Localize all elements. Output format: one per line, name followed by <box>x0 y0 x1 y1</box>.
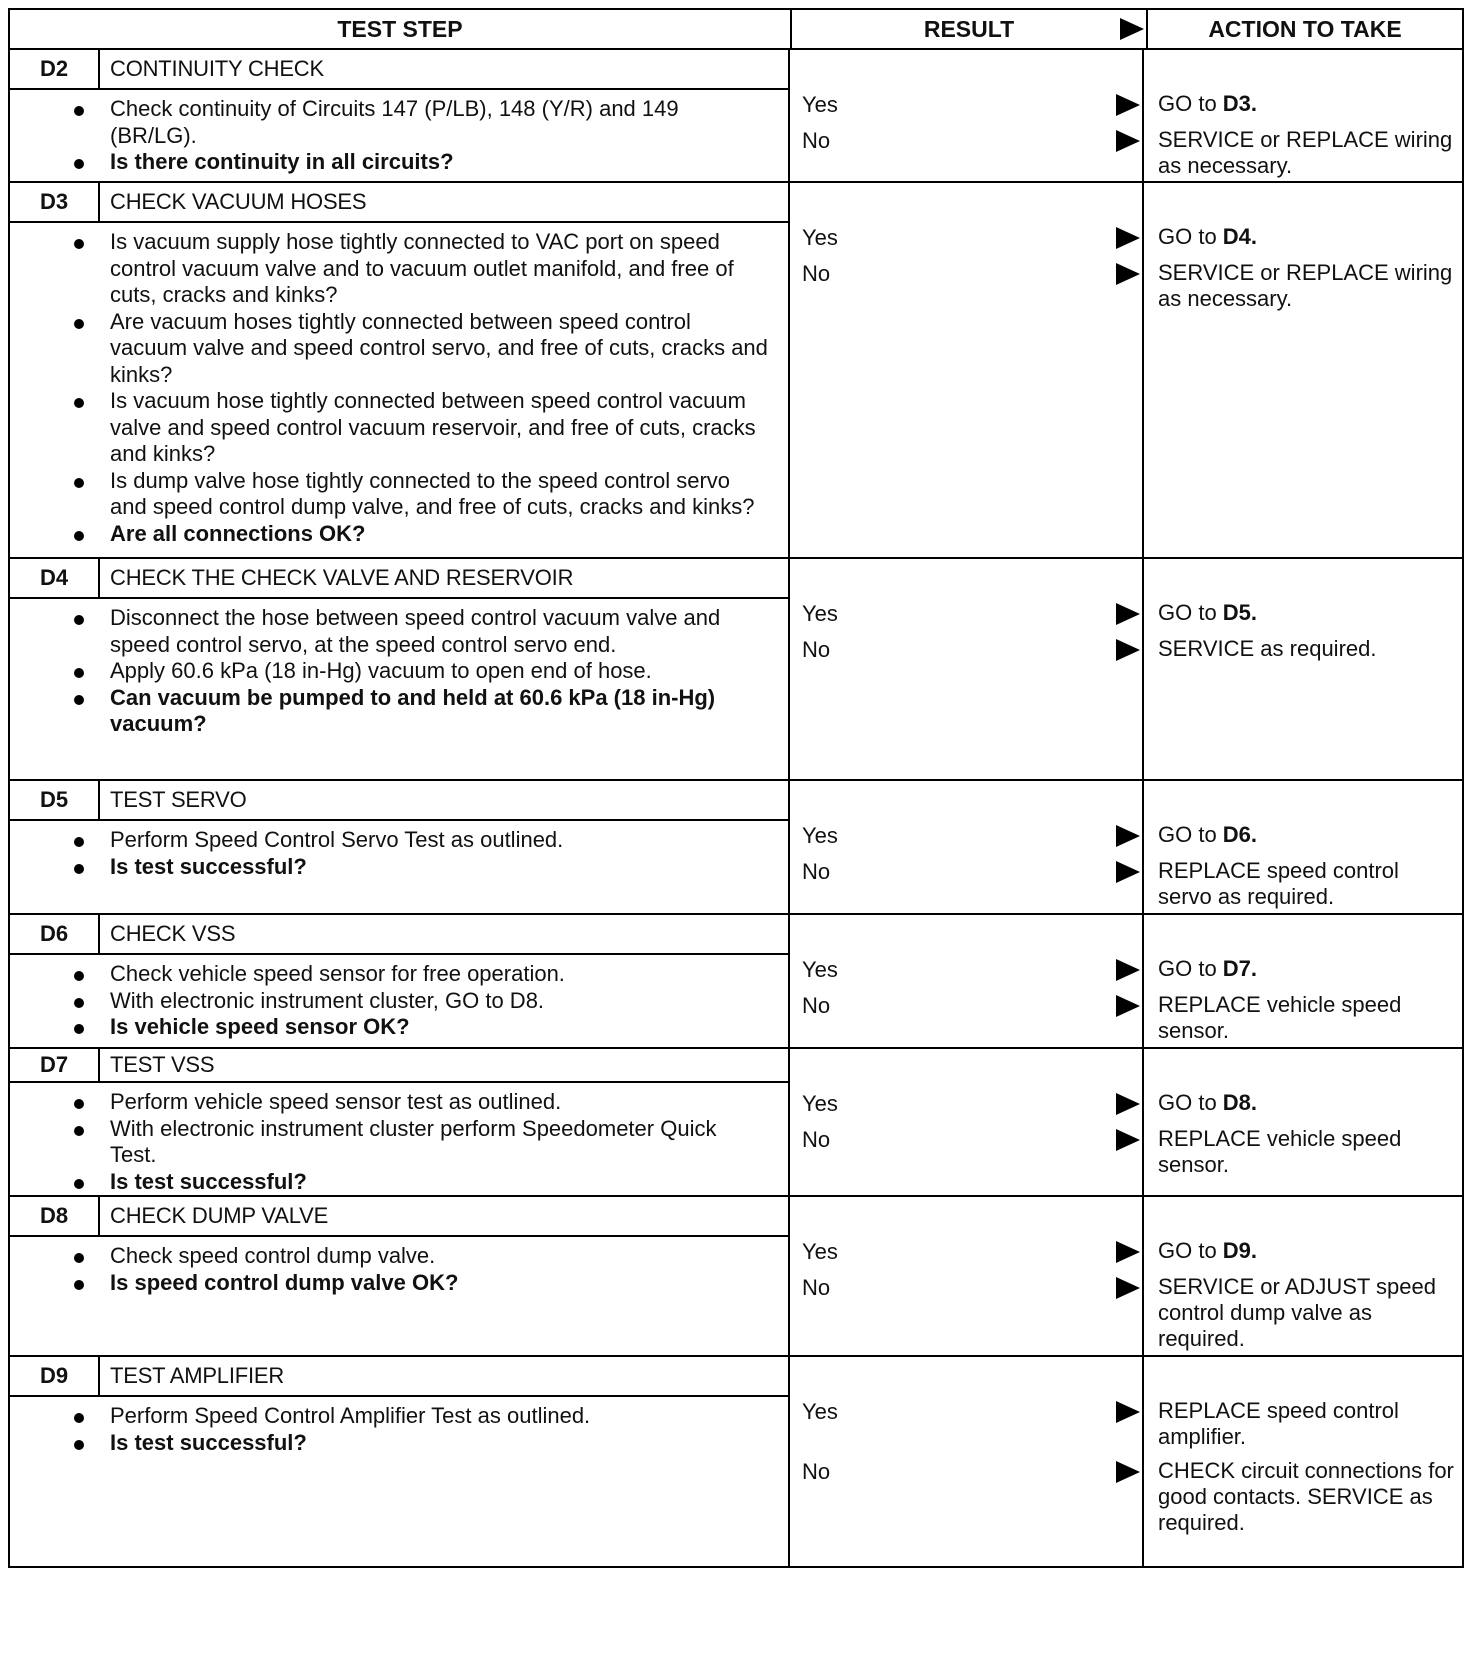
step-title-row <box>10 559 788 599</box>
test-step-cell <box>10 559 790 779</box>
step-title: TEST VSS <box>110 1052 215 1077</box>
result-no: No <box>802 261 831 286</box>
action-text: REPLACE vehicle speed sensor. <box>1158 1126 1402 1177</box>
action-text: GO to <box>1158 956 1223 981</box>
table-header <box>10 10 1462 50</box>
arrow-right-icon <box>1116 639 1140 661</box>
header-result <box>792 10 1148 48</box>
list-item <box>110 1116 768 1169</box>
result-no: No <box>802 1459 831 1484</box>
action-target-step: D4. <box>1222 224 1258 249</box>
step-title-row <box>10 50 788 90</box>
bullet-icon <box>74 998 84 1008</box>
step-title-row <box>10 915 788 955</box>
action-text: SERVICE or REPLACE wiring as necessary. <box>1158 127 1453 178</box>
list-item <box>110 1169 768 1196</box>
action-text: REPLACE speed control servo as required. <box>1158 858 1399 909</box>
step-id: D6 <box>10 915 100 953</box>
bullet-icon <box>74 478 84 488</box>
test-step-row <box>10 50 1462 183</box>
result-yes: Yes <box>802 823 838 848</box>
action-target-step: D9. <box>1222 1238 1258 1263</box>
test-step-cell <box>10 915 790 1047</box>
list-item <box>110 827 768 854</box>
arrow-right-icon <box>1116 1241 1140 1263</box>
no-action <box>1158 260 1454 312</box>
step-bullets <box>10 1237 788 1296</box>
result-cell <box>790 1357 1144 1566</box>
bullet-text: With electronic instrument cluster, GO to D8. <box>110 987 545 1013</box>
list-item <box>110 96 768 149</box>
list-item <box>110 468 768 521</box>
test-step-cell <box>10 781 790 913</box>
step-title: CONTINUITY CHECK <box>110 56 324 81</box>
arrow-right-icon <box>1116 130 1140 152</box>
test-step-row <box>10 1049 1462 1197</box>
test-step-row <box>10 559 1462 781</box>
diagnostic-table <box>8 8 1464 1568</box>
step-title: CHECK DUMP VALVE <box>110 1203 329 1228</box>
no-action <box>1158 1274 1454 1352</box>
list-item <box>110 1014 768 1041</box>
header-result-label: RESULT <box>923 15 1015 42</box>
result-cell <box>790 559 1144 779</box>
step-title: CHECK VSS <box>110 921 236 946</box>
action-target-step: D8. <box>1222 1090 1258 1115</box>
arrow-right-icon <box>1116 94 1140 116</box>
action-cell <box>1144 50 1462 181</box>
test-step-cell <box>10 1197 790 1355</box>
arrow-right-icon <box>1116 1093 1140 1115</box>
bullet-icon <box>74 1126 84 1136</box>
yes-action <box>1158 956 1454 982</box>
action-text: GO to <box>1158 600 1223 625</box>
step-id: D7 <box>10 1049 100 1081</box>
test-step-cell <box>10 50 790 181</box>
bullet-text: Perform vehicle speed sensor test as outlined. <box>110 1089 562 1114</box>
list-item <box>110 685 768 738</box>
bullet-text: Check vehicle speed sensor for free operation. <box>110 961 565 986</box>
header-test-step: TEST STEP <box>10 10 792 48</box>
action-text: GO to <box>1158 1090 1223 1115</box>
result-no: No <box>802 128 831 153</box>
step-title: CHECK THE CHECK VALVE AND RESERVOIR <box>110 565 574 590</box>
bullet-icon <box>74 319 84 329</box>
action-cell <box>1144 559 1462 779</box>
step-title-row <box>10 1197 788 1237</box>
action-cell <box>1144 781 1462 913</box>
bullet-text: Perform Speed Control Amplifier Test as outlined. <box>110 1403 591 1428</box>
bullet-text: Is test successful? <box>110 853 307 879</box>
list-item <box>110 1430 768 1457</box>
list-item <box>110 1270 768 1297</box>
list-item <box>110 1403 768 1430</box>
result-no: No <box>802 637 831 662</box>
bullet-text: Can vacuum be pumped to and held at 60.6 kPa (18 in-Hg) vacuum? <box>110 684 716 736</box>
bullet-icon <box>74 615 84 625</box>
list-item <box>110 1089 768 1116</box>
arrow-right-icon <box>1116 959 1140 981</box>
action-target-step: D3. <box>1222 91 1258 116</box>
action-text: REPLACE vehicle speed sensor. <box>1158 992 1402 1043</box>
result-yes: Yes <box>802 957 838 982</box>
result-yes: Yes <box>802 601 838 626</box>
bullet-text: Is there continuity in all circuits? <box>110 149 454 174</box>
result-yes: Yes <box>802 1399 838 1424</box>
yes-action <box>1158 822 1454 848</box>
result-cell <box>790 183 1144 557</box>
step-id: D9 <box>10 1357 100 1395</box>
result-yes: Yes <box>802 92 838 117</box>
step-id: D5 <box>10 781 100 819</box>
list-item <box>110 309 768 389</box>
arrow-right-icon <box>1116 861 1140 883</box>
test-step-cell <box>10 183 790 557</box>
bullet-icon <box>74 1024 84 1034</box>
step-title: CHECK VACUUM HOSES <box>110 189 367 214</box>
result-cell <box>790 1197 1144 1355</box>
bullet-icon <box>74 106 84 116</box>
bullet-text: Is speed control dump valve OK? <box>110 1269 459 1295</box>
no-action <box>1158 858 1454 910</box>
bullet-icon <box>74 837 84 847</box>
bullet-icon <box>74 1440 84 1450</box>
action-text: GO to <box>1158 224 1223 249</box>
list-item <box>110 605 768 658</box>
test-step-row <box>10 1197 1462 1357</box>
action-text: GO to <box>1158 1238 1223 1263</box>
bullet-icon <box>74 695 84 705</box>
step-id: D3 <box>10 183 100 221</box>
step-title-row <box>10 1049 788 1083</box>
step-title: TEST SERVO <box>110 787 247 812</box>
arrow-right-icon <box>1116 1401 1140 1423</box>
test-step-row <box>10 1357 1462 1566</box>
header-action: ACTION TO TAKE <box>1208 15 1402 42</box>
step-bullets <box>10 599 788 738</box>
bullet-text: Perform Speed Control Servo Test as outlined. <box>110 827 564 852</box>
list-item <box>110 521 768 548</box>
list-item <box>110 149 768 176</box>
bullet-icon <box>74 398 84 408</box>
result-cell <box>790 781 1144 913</box>
bullet-icon <box>74 159 84 169</box>
yes-action <box>1158 600 1454 626</box>
result-no: No <box>802 1275 831 1300</box>
steps-body <box>10 50 1462 1566</box>
list-item <box>110 229 768 309</box>
action-cell <box>1144 1197 1462 1355</box>
no-action <box>1158 1458 1454 1536</box>
result-no: No <box>802 993 831 1018</box>
step-bullets <box>10 90 788 176</box>
arrow-right-icon <box>1116 1461 1140 1483</box>
list-item <box>110 388 768 468</box>
arrow-right-icon <box>1116 263 1140 285</box>
list-item <box>110 658 768 685</box>
step-id: D4 <box>10 559 100 597</box>
arrow-right-icon <box>1116 995 1140 1017</box>
bullet-icon <box>74 1280 84 1290</box>
bullet-icon <box>74 1253 84 1263</box>
action-target-step: D5. <box>1222 600 1258 625</box>
action-text: SERVICE as required. <box>1158 636 1377 661</box>
result-cell <box>790 1049 1144 1195</box>
test-step-cell <box>10 1357 790 1566</box>
step-bullets <box>10 955 788 1041</box>
result-yes: Yes <box>802 1239 838 1264</box>
no-action <box>1158 1126 1454 1178</box>
bullet-icon <box>74 668 84 678</box>
step-id: D8 <box>10 1197 100 1235</box>
result-yes: Yes <box>802 1091 838 1116</box>
step-bullets <box>10 223 788 547</box>
action-target-step: D6. <box>1222 822 1258 847</box>
bullet-text: Disconnect the hose between speed control vacuum valve and speed control servo, at the speed control servo end. <box>110 605 721 657</box>
result-cell <box>790 915 1144 1047</box>
bullet-text: Is vacuum supply hose tightly connected to VAC port on speed control vacuum valve and to vacuum outlet manifold, and free of cuts, cracks and kinks? <box>110 229 734 307</box>
test-step-row <box>10 781 1462 915</box>
bullet-icon <box>74 1413 84 1423</box>
no-action <box>1158 636 1454 662</box>
bullet-text: Check continuity of Circuits 147 (P/LB), 148 (Y/R) and 149 (BR/LG). <box>110 96 679 148</box>
result-no: No <box>802 1127 831 1152</box>
list-item <box>110 988 768 1015</box>
bullet-text: Are all connections OK? <box>110 520 366 546</box>
bullet-text: Is test successful? <box>110 1168 307 1194</box>
list-item <box>110 1243 768 1270</box>
action-text: REPLACE speed control amplifier. <box>1158 1398 1399 1449</box>
step-title-row <box>10 781 788 821</box>
step-title-row <box>10 183 788 223</box>
step-bullets <box>10 821 788 880</box>
action-text: SERVICE or REPLACE wiring as necessary. <box>1158 260 1453 311</box>
result-no: No <box>802 859 831 884</box>
bullet-text: Is vehicle speed sensor OK? <box>110 1014 410 1039</box>
bullet-text: Check speed control dump valve. <box>110 1243 436 1268</box>
bullet-text: Is test successful? <box>110 1429 307 1455</box>
yes-action <box>1158 1090 1454 1116</box>
action-cell <box>1144 915 1462 1047</box>
step-bullets <box>10 1083 788 1195</box>
arrow-right-icon <box>1116 227 1140 249</box>
action-text: CHECK circuit connections for good contacts. SERVICE as required. <box>1158 1458 1454 1535</box>
no-action <box>1158 127 1454 179</box>
arrow-right-icon <box>1116 1277 1140 1299</box>
bullet-icon <box>74 1099 84 1109</box>
bullet-text: Are vacuum hoses tightly connected between speed control vacuum valve and speed control servo, and free of cuts, cracks and kinks? <box>110 308 768 387</box>
list-item <box>110 854 768 881</box>
step-title: TEST AMPLIFIER <box>110 1363 285 1388</box>
test-step-row <box>10 183 1462 559</box>
yes-action <box>1158 224 1454 250</box>
test-step-row <box>10 915 1462 1049</box>
result-cell <box>790 50 1144 181</box>
arrow-right-icon <box>1116 603 1140 625</box>
arrow-right-icon <box>1116 1129 1140 1151</box>
bullet-icon <box>74 971 84 981</box>
yes-action <box>1158 91 1454 117</box>
step-title-row <box>10 1357 788 1397</box>
yes-action <box>1158 1398 1454 1450</box>
bullet-text: Is dump valve hose tightly connected to the speed control servo and speed control dump valve, and free of cuts, cracks and kinks? <box>110 467 755 519</box>
bullet-text: With electronic instrument cluster perform Speedometer Quick Test. <box>110 1115 717 1167</box>
action-cell <box>1144 1357 1462 1566</box>
action-text: GO to <box>1158 91 1223 116</box>
test-step-cell <box>10 1049 790 1195</box>
step-bullets <box>10 1397 788 1456</box>
list-item <box>110 961 768 988</box>
bullet-icon <box>74 864 84 874</box>
bullet-text: Is vacuum hose tightly connected between speed control vacuum valve and speed control vacuum reservoir, and free of cuts, cracks and kinks? <box>110 388 756 466</box>
bullet-text: Apply 60.6 kPa (18 in-Hg) vacuum to open end of hose. <box>110 658 652 683</box>
no-action <box>1158 992 1454 1044</box>
arrow-right-icon <box>1120 18 1144 40</box>
yes-action <box>1158 1238 1454 1264</box>
bullet-icon <box>74 531 84 541</box>
bullet-icon <box>74 239 84 249</box>
action-cell <box>1144 1049 1462 1195</box>
bullet-icon <box>74 1179 84 1189</box>
step-id: D2 <box>10 50 100 88</box>
result-yes: Yes <box>802 225 838 250</box>
arrow-right-icon <box>1116 825 1140 847</box>
action-text: SERVICE or ADJUST speed control dump valve as required. <box>1158 1274 1436 1351</box>
action-text: GO to <box>1158 822 1223 847</box>
action-target-step: D7. <box>1222 956 1258 981</box>
action-cell <box>1144 183 1462 557</box>
